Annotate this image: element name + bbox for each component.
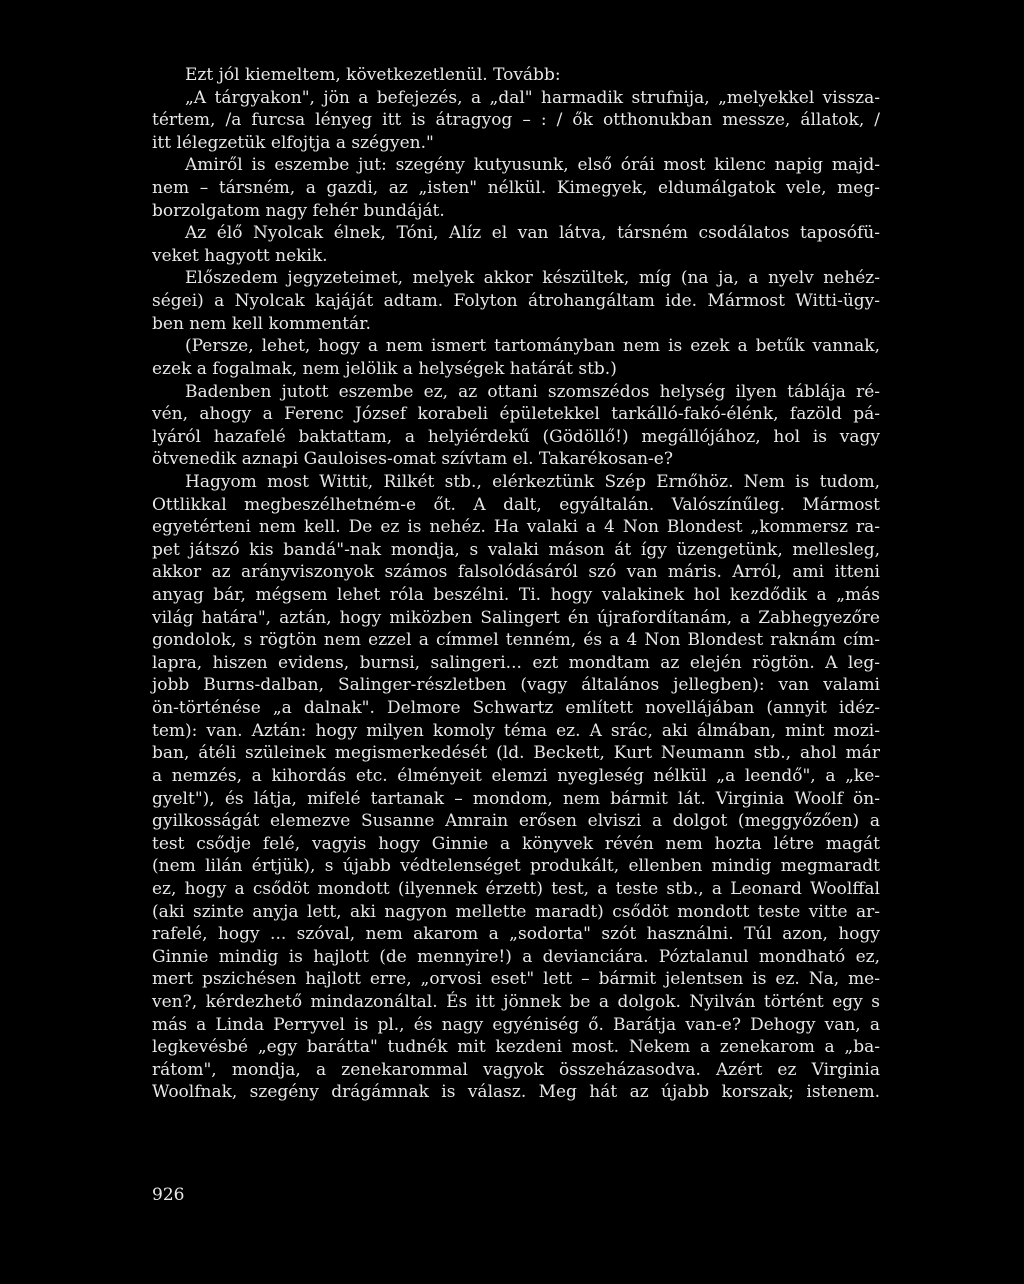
text-line: ez, hogy a csődöt mondott (ilyennek érzett) test, a teste stb., a Leonard Woolffal <box>152 878 880 899</box>
text-line: rátom", mondja, a zenekarommal vagyok összeházasodva. Azért ez Virginia <box>152 1059 880 1080</box>
text-line: tem): van. Aztán: hogy milyen komoly téma ez. A srác, aki álmában, mint mozi- <box>152 720 880 741</box>
page-number: 926 <box>152 1185 185 1205</box>
text-line: ban, átéli szüleinek megismerkedését (ld. Beckett, Kurt Neumann stb., ahol már <box>152 743 880 764</box>
text-line: rafelé, hogy ... szóval, nem akarom a „sodorta" szót használni. Túl azon, hogy <box>152 924 880 945</box>
text-line: ben nem kell kommentár. <box>152 313 371 334</box>
text-line: itt lélegzetük elfojtja a szégyen." <box>152 132 434 153</box>
text-line: veket hagyott nekik. <box>152 245 328 266</box>
text-line: Ezt jól kiemeltem, következetlenül. Tovább: <box>185 65 561 85</box>
text-line: Ottlikkal megbeszélhetném-e őt. A dalt, egyáltalán. Valószínűleg. Mármost <box>152 494 880 515</box>
text-line: a nemzés, a kihordás etc. élményeit elemzi nyegleség nélkül „a leendő", a „ke- <box>152 765 880 786</box>
text-line: akkor az arányviszonyok számos falsolódásáról szó van máris. Arról, ami itteni <box>152 562 880 583</box>
text-line: pet játszó kis bandá"-nak mondja, s valaki máson át így üzengetünk, mellesleg, <box>152 539 880 560</box>
text-line: gyilkosságát elemezve Susanne Amrain erősen elviszi a dolgot (meggyőzően) a <box>152 811 880 832</box>
text-line: más a Linda Perryvel is pl., és nagy egyéniség ő. Barátja van-e? Dehogy van, a <box>152 1014 880 1035</box>
text-line: gondolok, s rögtön nem ezzel a címmel tenném, és a 4 Non Blondest raknám cím- <box>152 630 880 651</box>
text-line: anyag bár, mégsem lehet róla beszélni. Ti. hogy valakinek hol kezdődik a „más <box>152 585 880 606</box>
text-line: Ginnie mindig is hajlott (de mennyire!) a devianciára. Póztalanul mondható ez, <box>152 946 880 967</box>
text-line: lyáról hazafelé baktattam, a helyiérdekű (Gödöllő!) megállójához, hol is vagy <box>152 426 880 447</box>
text-line: világ határa", aztán, hogy miközben Salingert én újrafordítanám, a Zabhegyezőre <box>152 607 880 628</box>
text-line: tértem, /a furcsa lényeg itt is átragyog – : / ők otthonukban messze, állatok, / <box>152 110 880 131</box>
text-line: vén, ahogy a Ferenc József korabeli épületekkel tarkálló-fakó-élénk, fazöld pá- <box>152 404 880 425</box>
text-line: „A tárgyakon", jön a befejezés, a „dal" harmadik strufnija, „melyekkel vissza- <box>185 87 880 108</box>
text-line: Az élő Nyolcak élnek, Tóni, Alíz el van látva, társném csodálatos taposófü- <box>185 223 880 244</box>
text-line: egyetérteni nem kell. De ez is nehéz. Ha valaki a 4 Non Blondest „kommersz ra- <box>152 517 880 538</box>
text-line: test csődje felé, vagyis hogy Ginnie a könyvek révén nem hozta létre magát <box>152 833 880 854</box>
text-line: (aki szinte anyja lett, aki nagyon mellette maradt) csődöt mondott teste vitte ar- <box>152 901 880 922</box>
text-line: legkevésbé „egy barátta" tudnék mit kezdeni most. Nekem a zenekarom a „ba- <box>152 1037 880 1058</box>
text-line: mert pszichésen hajlott erre, „orvosi eset" lett – bármit jelentsen is ez. Na, me- <box>152 969 880 990</box>
text-line: ezek a fogalmak, nem jelölik a helységek határát stb.) <box>152 358 617 379</box>
text-line: jobb Burns-dalban, Salinger-részletben (vagy általános jellegben): van valami <box>152 675 880 696</box>
text-line: ven?, kérdezhető mindazonáltal. És itt jönnek be a dolgok. Nyilván történt egy s <box>152 991 880 1012</box>
text-line: (nem lilán értjük), s újabb védtelenséget produkált, ellenben mindig megmaradt <box>152 856 880 877</box>
text-line: Hagyom most Wittit, Rilkét stb., elérkeztünk Szép Ernőhöz. Nem is tudom, <box>185 471 880 492</box>
text-line: (Persze, lehet, hogy a nem ismert tartományban nem is ezek a betűk vannak, <box>185 336 880 357</box>
text-line: Badenben jutott eszembe ez, az ottani szomszédos helység ilyen táblája ré- <box>185 381 880 402</box>
text-line: borzolgatom nagy fehér bundáját. <box>152 200 445 221</box>
text-line: ötvenedik aznapi Gauloises-omat szívtam el. Takarékosan-e? <box>152 449 673 470</box>
text-line: nem – társném, a gazdi, az „isten" nélkül. Kimegyek, eldumálgatok vele, meg- <box>152 178 880 199</box>
text-line: Amiről is eszembe jut: szegény kutyusunk, első órái most kilenc napig majd- <box>185 155 880 176</box>
text-line: Előszedem jegyzeteimet, melyek akkor készültek, míg (na ja, a nyelv nehéz- <box>185 268 880 289</box>
text-line: ön-történése „a dalnak". Delmore Schwartz említett novellájában (annyit idéz- <box>152 698 880 719</box>
text-line: lapra, hiszen evidens, burnsi, salingeri... ezt mondtam az elején rögtön. A leg- <box>152 652 880 673</box>
text-line: Woolfnak, szegény drágámnak is válasz. Meg hát az újabb korszak; istenem. <box>152 1082 880 1103</box>
text-line: gyelt"), és látja, mifelé tartanak – mondom, nem bármit lát. Virginia Woolf ön- <box>152 788 880 809</box>
text-line: ségei) a Nyolcak kajáját adtam. Folyton átrohangáltam ide. Mármost Witti-ügy- <box>152 291 880 312</box>
body-text <box>152 64 880 1104</box>
